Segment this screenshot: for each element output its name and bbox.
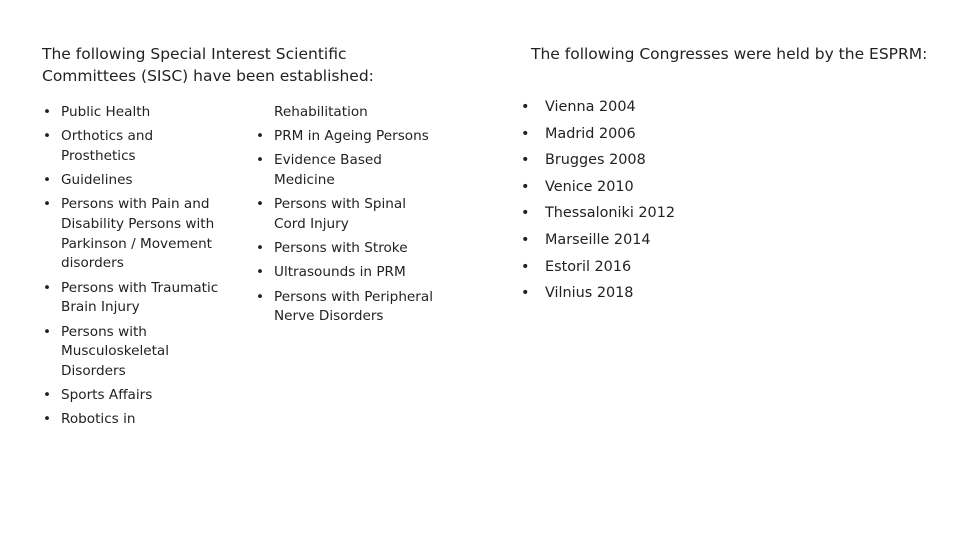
sisc-list-column-1 — [42, 103, 227, 435]
sisc-list-item: • Sports Affairs — [42, 386, 227, 406]
sisc-list-item: • Guidelines — [42, 171, 227, 191]
sisc-list-item: • Orthotics and Prosthetics — [42, 127, 227, 166]
sisc-list-item: • Ultrasounds in PRM — [255, 263, 435, 283]
congress-list-item: • Thessaloniki 2012 — [520, 204, 720, 224]
sisc-list-column-2 — [255, 103, 435, 332]
congress-list-item: • Vilnius 2018 — [520, 284, 720, 304]
sisc-list-item: • Persons with Spinal Cord Injury — [255, 195, 435, 234]
congresses-list — [520, 98, 720, 311]
sisc-list-item-continuation: Rehabilitation — [274, 104, 368, 120]
congress-list-item: • Marseille 2014 — [520, 231, 720, 251]
sisc-list-item: • Persons with Stroke — [255, 239, 435, 259]
sisc-list-item: • Evidence Based Medicine — [255, 151, 435, 190]
sisc-list-item: • Persons with Traumatic Brain Injury — [42, 279, 227, 318]
congress-list-item: • Venice 2010 — [520, 178, 720, 198]
congress-list-item: • Vienna 2004 — [520, 98, 720, 118]
congress-list-item: • Brugges 2008 — [520, 151, 720, 171]
congress-list-item: • Madrid 2006 — [520, 125, 720, 145]
sisc-list-item: • Public Health — [42, 103, 227, 123]
sisc-list-item: • PRM in Ageing Persons — [255, 127, 435, 147]
congresses-heading: The following Congresses were held by the ESPRM: — [531, 45, 928, 63]
sisc-heading: The following Special Interest Scientific Committees (SISC) have been established: — [42, 45, 374, 85]
sisc-list-item: • Robotics in — [42, 410, 227, 430]
sisc-list-item: • Persons with Musculoskeletal Disorders — [42, 323, 227, 382]
congress-list-item: • Estoril 2016 — [520, 258, 720, 278]
sisc-list-item: • Persons with Pain and Disability Persons with Parkinson / Movement disorders — [42, 195, 227, 274]
sisc-list-item: • Persons with Peripheral Nerve Disorders — [255, 288, 435, 327]
